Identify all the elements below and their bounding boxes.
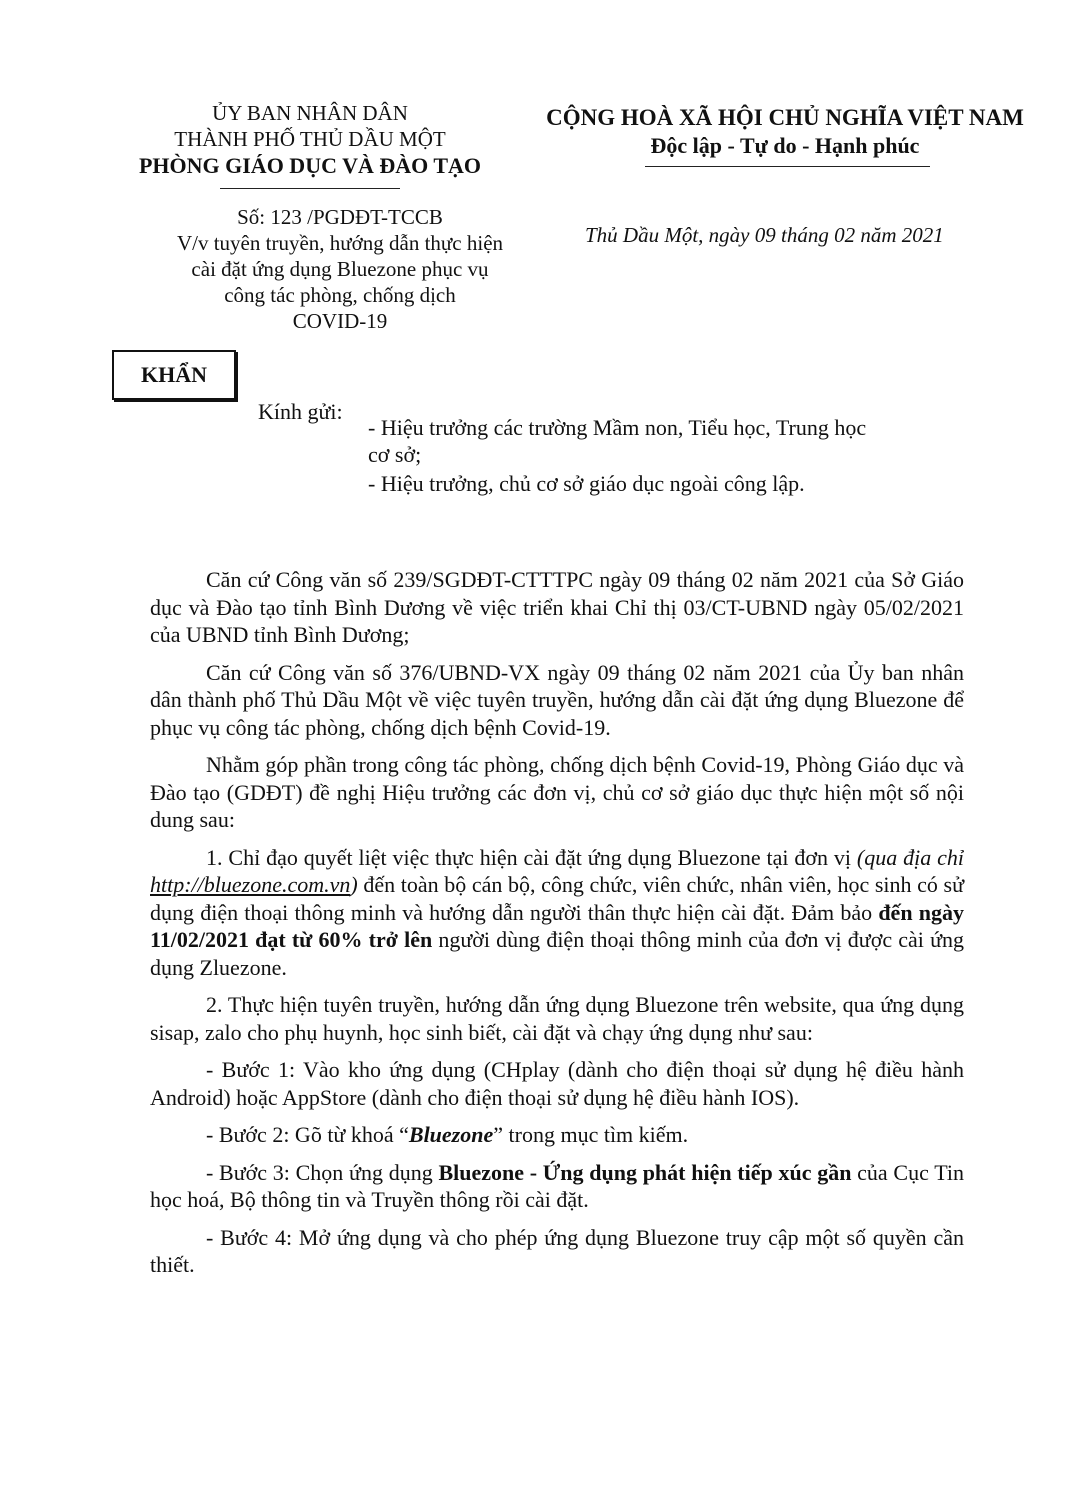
paragraph-4 <box>150 844 964 982</box>
subject-line-1: V/v tuyên truyền, hướng dẫn thực hiện <box>176 231 504 255</box>
agency-line-3: PHÒNG GIÁO DỤC VÀ ĐÀO TẠO <box>138 153 482 178</box>
paragraph-4-text-a: 1. Chỉ đạo quyết liệt việc thực hiện cài đặt ứng dụng Bluezone tại đơn vị <box>206 844 851 870</box>
recipients-label: Kính gửi: <box>258 399 343 424</box>
agency-line-2: THÀNH PHỐ THỦ DẦU MỘT <box>174 127 446 151</box>
paragraph-4-text-d: đến toàn bộ cán bộ, công chức, viên chức, nhân viên, học sinh có sử dụng điện thoại thông minh và hướng dẫn người thân thực hiện cài đặt. Đảm bảo <box>150 872 964 925</box>
step-3-app-name: Bluezone - Ứng dụng phát hiện tiếp xúc gần <box>438 1159 852 1185</box>
recipient-item-1a: - Hiệu trưởng các trường Mầm non, Tiểu học, Trung học <box>368 415 867 440</box>
deadline-highlight: đến ngày 11/02/2021 đạt từ 60% trở lên <box>150 899 964 952</box>
subject-line-4: COVID-19 <box>292 309 388 333</box>
date-line: Thủ Dầu Một, ngày 09 tháng 02 năm 2021 <box>585 223 944 247</box>
country-name: CỘNG HOÀ XÃ HỘI CHỦ NGHĨA VIỆT NAM <box>546 105 1024 130</box>
step-3 <box>150 1159 964 1214</box>
urgency-stamp: KHẨN <box>112 350 236 400</box>
bluezone-link[interactable]: http://bluezone.com.vn <box>150 872 351 897</box>
step-3-text-b: của Cục Tin học hoá, Bộ thông tin và Truyền thông rồi cài đặt. <box>150 1159 964 1212</box>
subject-line-3: công tác phòng, chống dịch <box>224 283 456 307</box>
issuing-agency-header <box>100 100 520 180</box>
motto: Độc lập - Tự do - Hạnh phúc <box>650 133 920 158</box>
paragraph-4-text-e: người dùng điện thoại thông minh của đơn vị được cài ứng dụng Zluezone. <box>150 927 964 980</box>
document-body <box>150 566 964 1289</box>
recipient-item-2: - Hiệu trưởng, chủ cơ sở giáo dục ngoài công lập. <box>368 471 805 496</box>
agency-line-1: ỦY BAN NHÂN DÂN <box>212 101 408 125</box>
paragraph-1: Căn cứ Công văn số 239/SGDĐT-CTTTPC ngày 09 tháng 02 năm 2021 của Sở Giáo dục và Đào tạo tỉnh Bình Dương về việc triển khai Chỉ thị 03/CT-UBND ngày 05/02/2021 của UBND tỉnh Bình Dương; <box>150 567 964 647</box>
paragraph-5: 2. Thực hiện tuyên truyền, hướng dẫn ứng dụng Bluezone trên website, qua ứng dụng sisap, zalo cho phụ huynh, học sinh biết, cài đặt và chạy ứng dụng như sau: <box>150 992 964 1045</box>
step-1: - Bước 1: Vào kho ứng dụng (CHplay (dành cho điện thoại sử dụng hệ điều hành Android) hoặc AppStore (dành cho điện thoại sử dụng hệ điều hành IOS). <box>150 1057 964 1110</box>
motto-underline <box>645 166 930 167</box>
paragraph-2: Căn cứ Công văn số 376/UBND-VX ngày 09 tháng 02 năm 2021 của Ủy ban nhân dân thành phố Thủ Dầu Một về việc tuyên truyền, hướng dẫn cài đặt ứng dụng Bluezone để phục vụ công tác phòng, chống dịch bệnh Covid-19. <box>150 659 964 740</box>
doc-reference-block <box>110 204 570 334</box>
step-2 <box>150 1121 964 1149</box>
step-2-text-b: ” trong mục tìm kiếm. <box>493 1122 689 1147</box>
paragraph-3: Nhằm góp phần trong công tác phòng, chống dịch bệnh Covid-19, Phòng Giáo dục và Đào tạo (GDĐT) đề nghị Hiệu trưởng các đơn vị, chủ cơ sở giáo dục thực hiện một số nội dung sau: <box>150 752 964 832</box>
subject-line-2: cài đặt ứng dụng Bluezone phục vụ <box>191 257 489 281</box>
doc-number: Số: 123 /PGDĐT-TCCB <box>237 205 443 229</box>
step-2-keyword: Bluezone <box>408 1122 494 1147</box>
paragraph-4-text-b: (qua địa chỉ <box>856 844 965 870</box>
recipient-item-1b: cơ sở; <box>368 442 422 467</box>
step-2-text-a: - Bước 2: Gõ từ khoá “ <box>206 1122 409 1147</box>
step-3-text-a: - Bước 3: Chọn ứng dụng <box>206 1159 439 1185</box>
recipients-list <box>368 414 988 497</box>
agency-underline <box>220 188 400 189</box>
paragraph-4-text-c: ) <box>350 872 358 897</box>
national-motto-header <box>520 104 1050 160</box>
step-4: - Bước 4: Mở ứng dụng và cho phép ứng dụng Bluezone truy cập một số quyền cần thiết. <box>150 1224 964 1277</box>
